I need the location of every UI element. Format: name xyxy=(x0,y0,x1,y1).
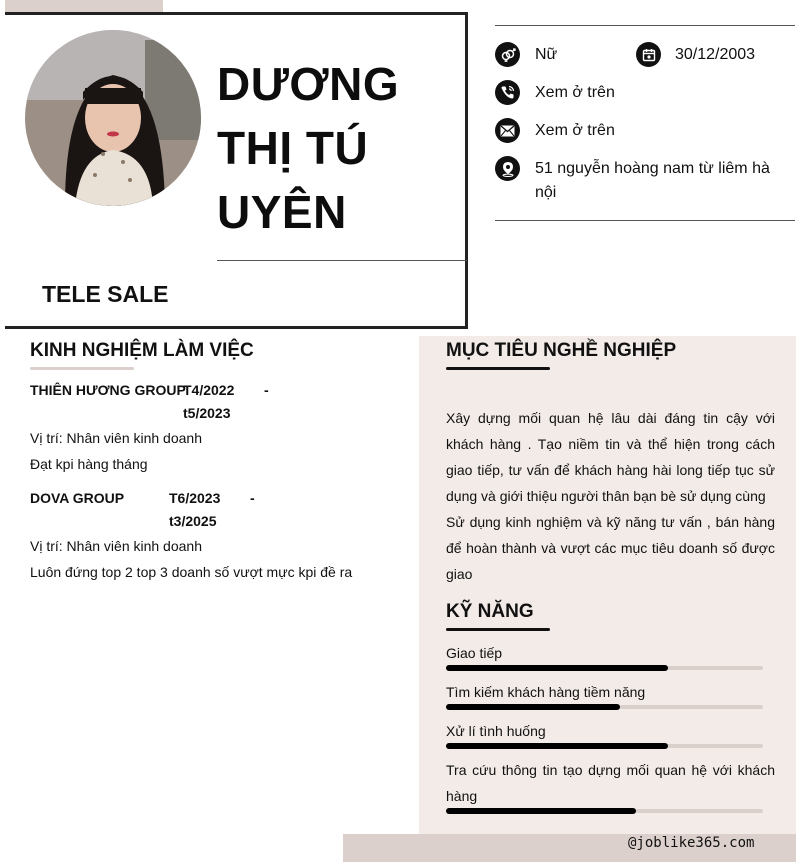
skill-4-bar xyxy=(446,809,763,813)
job-1-company: THIÊN HƯƠNG GROUP xyxy=(30,382,186,398)
experience-title-underline xyxy=(30,367,134,370)
skill-3-bar-fill xyxy=(446,743,668,749)
job-2-position: Vị trí: Nhân viên kinh doanh xyxy=(30,538,202,554)
calendar-icon xyxy=(636,42,661,67)
email-value: Xem ở trên xyxy=(535,122,615,139)
skill-3-bar xyxy=(446,744,763,748)
skill-2-label: Tìm kiếm khách hàng tiềm năng xyxy=(446,684,646,700)
location-icon xyxy=(495,156,520,181)
name-line-3: UYÊN xyxy=(217,186,347,238)
skill-2-bar-fill xyxy=(446,704,620,710)
job-1-start: T4/2022 xyxy=(183,382,235,398)
birthday-value: 30/12/2003 xyxy=(675,46,756,63)
full-name xyxy=(217,52,457,244)
job-title: TELE SALE xyxy=(42,281,169,307)
job-2-achievement: Luôn đứng top 2 top 3 doanh số vượt mực kpi đề ra xyxy=(30,564,353,580)
name-line-1: DƯƠNG xyxy=(217,58,400,110)
phone-icon xyxy=(495,80,520,105)
email-icon xyxy=(495,118,520,143)
skill-1-bar xyxy=(446,666,763,670)
name-divider xyxy=(217,260,467,261)
objective-paragraph-2: Sử dụng kinh nghiệm và kỹ năng tư vấn , bán hàng để hoàn thành và vượt các mục tiêu doanh số được giao xyxy=(446,514,775,582)
address-value: 51 nguyễn hoàng nam từ liêm hà nội xyxy=(535,160,770,201)
job-2-dash: - xyxy=(250,490,255,506)
objective-title: MỤC TIÊU NGHỀ NGHIỆP xyxy=(446,340,677,361)
contact-bottom-divider xyxy=(495,220,795,221)
objective-paragraph-1: Xây dựng mối quan hệ lâu dài đáng tin cậy với khách hàng . Tạo niềm tin và thể hiện trong cách giao tiếp, tư vấn để khách hàng hài long tiếp tục sử dụng và giới thiệu người thân bạn bè sử dụng cùng xyxy=(446,410,775,504)
job-1-position: Vị trí: Nhân viên kinh doanh xyxy=(30,430,202,446)
skill-1-bar-fill xyxy=(446,665,668,671)
skill-4-label: Tra cứu thông tin tạo dựng mối quan hệ với khách hàng xyxy=(446,762,775,804)
skills-title: KỸ NĂNG xyxy=(446,601,534,622)
experience-title: KINH NGHIỆM LÀM VIỆC xyxy=(30,340,254,361)
job-2-start: T6/2023 xyxy=(169,490,221,506)
gender-value: Nữ xyxy=(535,46,558,63)
skill-1-label: Giao tiếp xyxy=(446,645,503,661)
objective-title-underline xyxy=(446,367,550,370)
contact-top-divider xyxy=(495,25,795,26)
job-1-end: t5/2023 xyxy=(183,405,231,421)
skill-4-bar-fill xyxy=(446,808,636,814)
gender-icon xyxy=(495,42,520,67)
name-line-2: THỊ TÚ xyxy=(217,122,369,174)
job-1-dash: - xyxy=(264,382,269,398)
skill-2-bar xyxy=(446,705,763,709)
skills-title-underline xyxy=(446,628,550,631)
job-1-achievement: Đạt kpi hàng tháng xyxy=(30,456,148,472)
footer-watermark: @joblike365.com xyxy=(628,835,755,851)
profile-photo xyxy=(25,30,201,206)
job-2-company: DOVA GROUP xyxy=(30,490,125,506)
job-2-end: t3/2025 xyxy=(169,513,217,529)
phone-value: Xem ở trên xyxy=(535,84,615,101)
skill-3-label: Xử lí tình huống xyxy=(446,723,546,739)
